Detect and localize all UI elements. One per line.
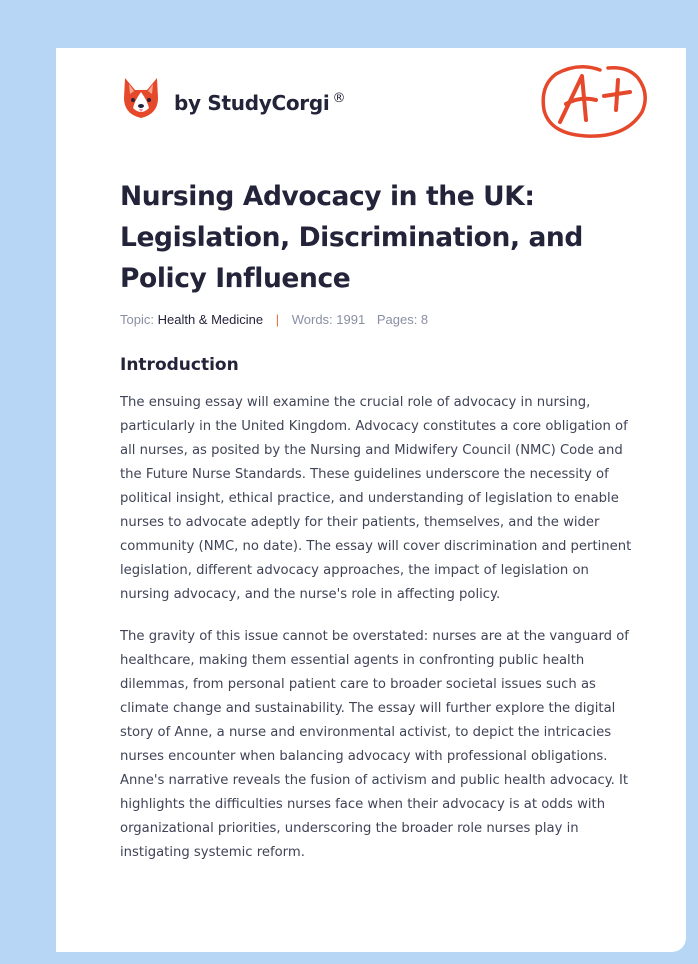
word-count: Words: 1991 — [291, 312, 366, 327]
section-heading: Introduction — [120, 355, 239, 375]
studycorgi-logo[interactable] — [121, 76, 345, 120]
essay-title: Nursing Advocacy in the UK: Legislation, Discrimination, and Policy Influence — [120, 181, 583, 294]
brand-prefix: by — [174, 91, 208, 115]
paragraph: The gravity of this issue cannot be overstated: nurses are at the vanguard of healthcare, making them essential agents in confronting public health dilemmas, from personal patient care to broader societal issues such as climate change and sustainability. The essay will further explore the digital story of Anne, a nurse and environmental activist, to depict the intricacies nurses encounter when balancing advocacy with professional obligations. Anne's narrative reveals the fusion of activism and public health advocacy. It highlights the difficulties nurses face when their advocacy is at odds with organizational priorities, underscoring the broader role nurses play in instigating systemic reform. — [120, 629, 629, 860]
document-page — [56, 48, 686, 952]
brand-name: StudyCorgi — [207, 91, 330, 115]
topic-label: Topic: — [120, 312, 154, 327]
essay-meta — [120, 312, 428, 327]
registered-mark: ® — [332, 91, 346, 107]
topic-link[interactable]: Health & Medicine — [157, 312, 264, 327]
essay-body — [120, 391, 634, 883]
page-count: Pages: 8 — [376, 312, 429, 327]
corgi-logo-icon — [121, 76, 161, 120]
a-plus-grade-icon — [538, 60, 648, 140]
brand-text — [174, 91, 345, 115]
meta-separator: | — [275, 312, 280, 327]
paragraph: The ensuing essay will examine the crucial role of advocacy in nursing, particularly in the United Kingdom. Advocacy constitutes a core obligation of all nurses, as posited by the Nursing and Midwifery Council (NMC) Code and the Future Nurse Standards. These guidelines underscore the necessity of political insight, ethical practice, and understanding of legislation to enable nurses to advocate adeptly for their patients, themselves, and the wider community (NMC, no date). The essay will cover discrimination and pertinent legislation, different advocacy approaches, the impact of legislation on nursing advocacy, and the nurse's role in affecting policy. — [120, 395, 632, 602]
